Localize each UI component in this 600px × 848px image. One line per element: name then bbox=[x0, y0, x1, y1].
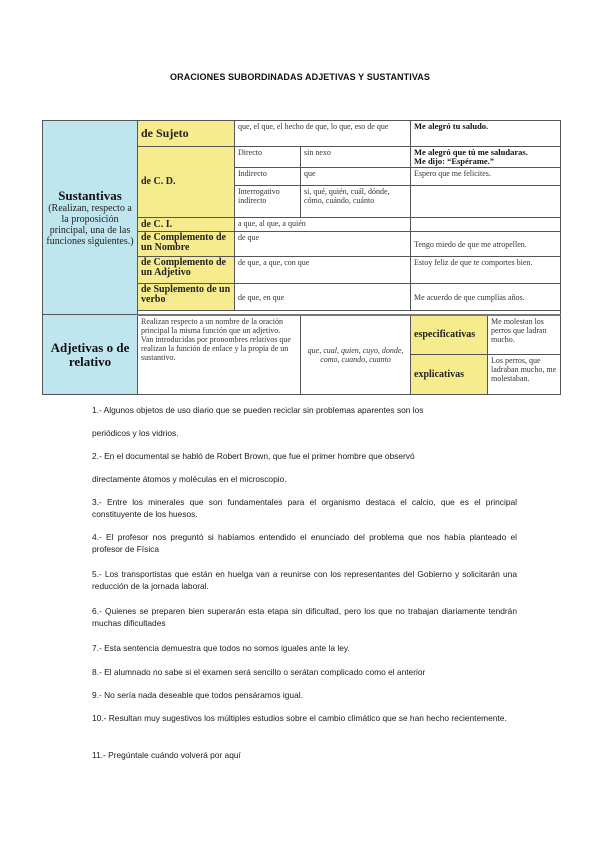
sustantivas-description: (Realizan, respecto a la proposición principal, una de las funciones siguientes.) bbox=[46, 202, 134, 247]
sujeto-nexos: que, el que, el hecho de que, lo que, eso de que bbox=[235, 121, 411, 147]
sujeto-example: Me alegró tu saludo. bbox=[411, 121, 561, 147]
adjetivas-heading: Adjetivas o de relativo bbox=[50, 339, 130, 369]
cd-interrogativo-nexos: si, qué, quién, cuál, dónde, cómo, cuándo, cuánto bbox=[301, 186, 411, 218]
ci-label: de C. I. bbox=[138, 218, 235, 232]
especificativas-example: Me molestan los perros que ladran mucho. bbox=[488, 315, 561, 355]
especificativas-label: especificativas bbox=[411, 315, 488, 355]
adjetivas-nexos: que, cual, quien, cuyo, donde, como, cuando, cuanto bbox=[301, 315, 411, 395]
cd-example-2: Me dijo: “Espérame.” bbox=[414, 156, 495, 166]
sentence-2b: directamente átomos y moléculas en el microscopio. bbox=[92, 474, 287, 484]
cadj-nexos: de que, a que, con que bbox=[235, 257, 411, 284]
cn-example: Tengo miedo de que me atropellen. bbox=[411, 232, 561, 257]
cd-que: que bbox=[301, 168, 411, 186]
suplemento-label: de Suplemento de un verbo bbox=[138, 284, 235, 311]
adjetivas-heading-cell bbox=[43, 315, 138, 395]
cd-examples-cell bbox=[411, 147, 561, 168]
sustantivas-heading-cell bbox=[43, 121, 138, 315]
cn-nexos: de que bbox=[235, 232, 411, 257]
grammar-table bbox=[42, 120, 561, 395]
page-title: ORACIONES SUBORDINADAS ADJETIVAS Y SUSTANTIVAS bbox=[170, 72, 430, 82]
cd-sin-nexo: sin nexo bbox=[301, 147, 411, 168]
explicativas-label: explicativas bbox=[411, 355, 488, 395]
sentence-1b: periódicos y los vidrios. bbox=[92, 428, 179, 438]
sentence-2a: 2.- En el documental se habló de Robert Brown, que fue el primer hombre que observó bbox=[92, 451, 415, 461]
cd-example-1: Me alegró que tú me saludaras. bbox=[414, 147, 528, 157]
sentence-6: 6.- Quienes se preparen bien superarán esta etapa sin dificultad, pero los que no trabajan diariamente tendrán muchas dificultades bbox=[92, 606, 517, 628]
suplemento-nexos: de que, en que bbox=[235, 284, 411, 311]
adjetivas-description-cell bbox=[138, 315, 301, 395]
cd-label: de C. D. bbox=[138, 147, 235, 218]
cd-interrogativo: Interrogativo indirecto bbox=[235, 186, 301, 218]
cd-example-3: Espero que me felicites. bbox=[411, 168, 561, 186]
sustantivas-heading: Sustantivas bbox=[58, 187, 122, 203]
cd-interrogativo-example bbox=[411, 186, 561, 218]
ci-example bbox=[411, 218, 561, 232]
sentence-10: 10.- Resultan muy sugestivos los múltiples estudios sobre el cambio climático que se han hecho recientemente. bbox=[92, 713, 507, 723]
sentence-8: 8.- El alumnado no sabe si el examen será sencillo o serátan complicado como el anterior bbox=[92, 667, 426, 677]
cn-label: de Complemento de un Nombre bbox=[138, 232, 235, 257]
cadj-example: Estoy feliz de que te comportes bien. bbox=[411, 257, 561, 284]
cd-indirecto: Indirecto bbox=[235, 168, 301, 186]
adjetivas-description-1: Realizan respecto a un nombre de la oración principal la misma función que un adjetivo. bbox=[141, 316, 283, 335]
cadj-label: de Complemento de un Adjetivo bbox=[138, 257, 235, 284]
cd-directo: Directo bbox=[235, 147, 301, 168]
explicativas-example: Los perros, que ladraban mucho, me molestaban. bbox=[488, 355, 561, 395]
adjetivas-description-2: Van introducidas por pronombres relativos que realizan la función de enlace y la propia de un sustantivo. bbox=[141, 334, 291, 362]
sentence-5: 5.- Los transportistas que están en huelga van a reunirse con los representantes del Gobierno y solicitarán una reducción de la jornada laboral. bbox=[92, 569, 517, 591]
sentence-11: 11.- Pregúntale cuándo volverá por aquí bbox=[92, 750, 241, 760]
suplemento-example: Me acuerdo de que cumplías años. bbox=[411, 284, 561, 311]
sujeto-label: de Sujeto bbox=[138, 121, 235, 147]
sentence-7: 7.- Esta sentencia demuestra que todos no somos iguales ante la ley. bbox=[92, 643, 350, 653]
sentence-3: 3.- Entre los minerales que son fundamentales para el organismo destaca el calcio, que es el principal constituyente de los huesos. bbox=[92, 497, 517, 519]
ci-nexos: a que, al que, a quién bbox=[235, 218, 411, 232]
sentence-9: 9.- No sería nada deseable que todos pensáramos igual. bbox=[92, 690, 303, 700]
sentence-1a: 1.- Algunos objetos de uso diario que se pueden reciclar sin problemas aparentes son los bbox=[92, 405, 424, 415]
sentence-4: 4.- El profesor nos preguntó si habíamos entendido el enunciado del problema que nos había planteado el profesor de Física bbox=[92, 532, 517, 554]
